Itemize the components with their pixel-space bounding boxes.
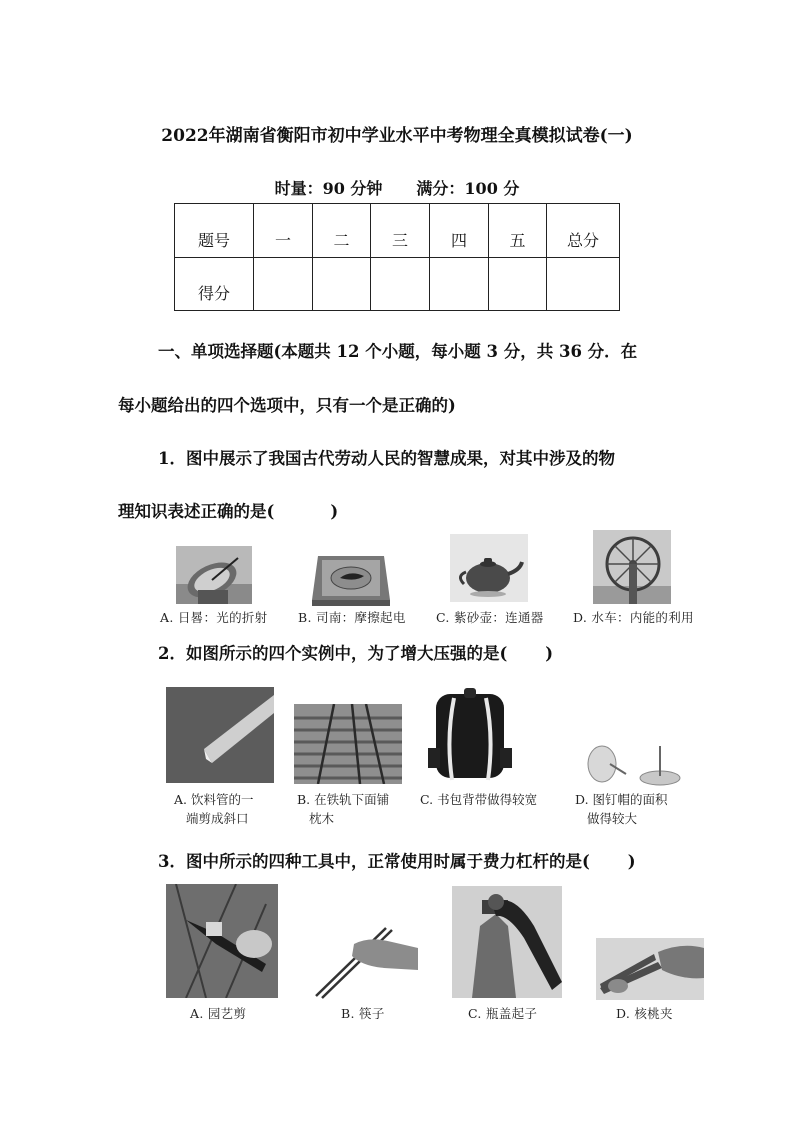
caption-line: C. 书包背带做得较宽 bbox=[420, 792, 538, 807]
score-cell[interactable] bbox=[371, 257, 430, 311]
caption-line: 做得较大 bbox=[587, 811, 638, 826]
straw-image bbox=[166, 687, 274, 783]
caption-line: A. 饮料管的一 bbox=[174, 792, 254, 807]
teapot-image bbox=[450, 534, 528, 602]
section-heading-line2: 每小题给出的四个选项中，只有一个是正确的) bbox=[118, 396, 456, 415]
score-cell[interactable] bbox=[547, 257, 620, 311]
garden-shears-image bbox=[166, 884, 278, 998]
question-1-line2 bbox=[118, 498, 338, 522]
table-cell: 四 bbox=[430, 204, 489, 258]
q2-option-a bbox=[174, 790, 253, 828]
q2-option-c bbox=[420, 790, 537, 809]
table-cell: 题号 bbox=[175, 204, 254, 258]
question-3 bbox=[158, 848, 636, 872]
q3-option-a: A. 园艺剪 bbox=[190, 1006, 247, 1021]
table-cell: 得分 bbox=[175, 257, 254, 311]
table-cell: 总分 bbox=[547, 204, 620, 258]
table-cell: 二 bbox=[313, 204, 371, 258]
waterwheel-image bbox=[593, 530, 671, 604]
time-limit: 时量：90 分钟 bbox=[274, 179, 383, 198]
q3-option-c: C. 瓶盖起子 bbox=[468, 1006, 538, 1021]
chopsticks-image bbox=[312, 922, 418, 1000]
full-score: 满分：100 分 bbox=[416, 179, 520, 198]
table-cell: 五 bbox=[489, 204, 547, 258]
score-table-header-row bbox=[175, 204, 620, 258]
question-paren: ) bbox=[330, 502, 339, 521]
caption-line: 枕木 bbox=[309, 811, 335, 826]
page-title: 2022年湖南省衡阳市初中学业水平中考物理全真模拟试卷(一) bbox=[161, 126, 633, 146]
question-paren: ) bbox=[545, 644, 554, 663]
table-cell: 三 bbox=[371, 204, 430, 258]
q2-option-d bbox=[575, 790, 668, 828]
table-cell: 一 bbox=[254, 204, 313, 258]
score-table-score-row bbox=[175, 257, 620, 311]
q1-option-a: A. 日晷：光的折射 bbox=[160, 610, 268, 625]
compass-image bbox=[312, 550, 390, 606]
bottle-opener-image bbox=[452, 886, 562, 998]
caption-line: 端剪成斜口 bbox=[186, 811, 249, 826]
score-table bbox=[174, 203, 620, 311]
score-cell[interactable] bbox=[430, 257, 489, 311]
caption-line: B. 在铁轨下面铺 bbox=[297, 792, 390, 807]
question-text: 理知识表述正确的是( bbox=[118, 502, 275, 521]
nutcracker-image bbox=[596, 938, 704, 1000]
exam-info bbox=[0, 176, 794, 199]
q1-option-c: C. 紫砂壶：连通器 bbox=[436, 610, 544, 625]
question-2 bbox=[158, 640, 553, 664]
thumbtack-image bbox=[580, 740, 684, 788]
q1-option-b: B. 司南：摩擦起电 bbox=[298, 610, 406, 625]
q3-option-d: D. 核桃夹 bbox=[616, 1006, 673, 1021]
caption-line: D. 图钉帽的面积 bbox=[575, 792, 668, 807]
sundial-image bbox=[176, 546, 252, 604]
question-text: 3．图中所示的四种工具中，正常使用时属于费力杠杆的是( bbox=[158, 852, 590, 871]
question-1-line1: 1．图中展示了我国古代劳动人民的智慧成果，对其中涉及的物 bbox=[158, 449, 615, 468]
question-paren: ) bbox=[627, 852, 636, 871]
question-text: 2．如图所示的四个实例中，为了增大压强的是( bbox=[158, 644, 508, 663]
backpack-image bbox=[424, 688, 516, 786]
section-heading-line1: 一、单项选择题(本题共 12 个小题，每小题 3 分，共 36 分．在 bbox=[158, 342, 638, 361]
q3-option-b: B. 筷子 bbox=[341, 1006, 385, 1021]
q1-option-d: D. 水车：内能的利用 bbox=[573, 610, 694, 625]
score-cell[interactable] bbox=[254, 257, 313, 311]
score-cell[interactable] bbox=[489, 257, 547, 311]
score-cell[interactable] bbox=[313, 257, 371, 311]
railway-image bbox=[294, 704, 402, 784]
q2-option-b bbox=[297, 790, 389, 828]
